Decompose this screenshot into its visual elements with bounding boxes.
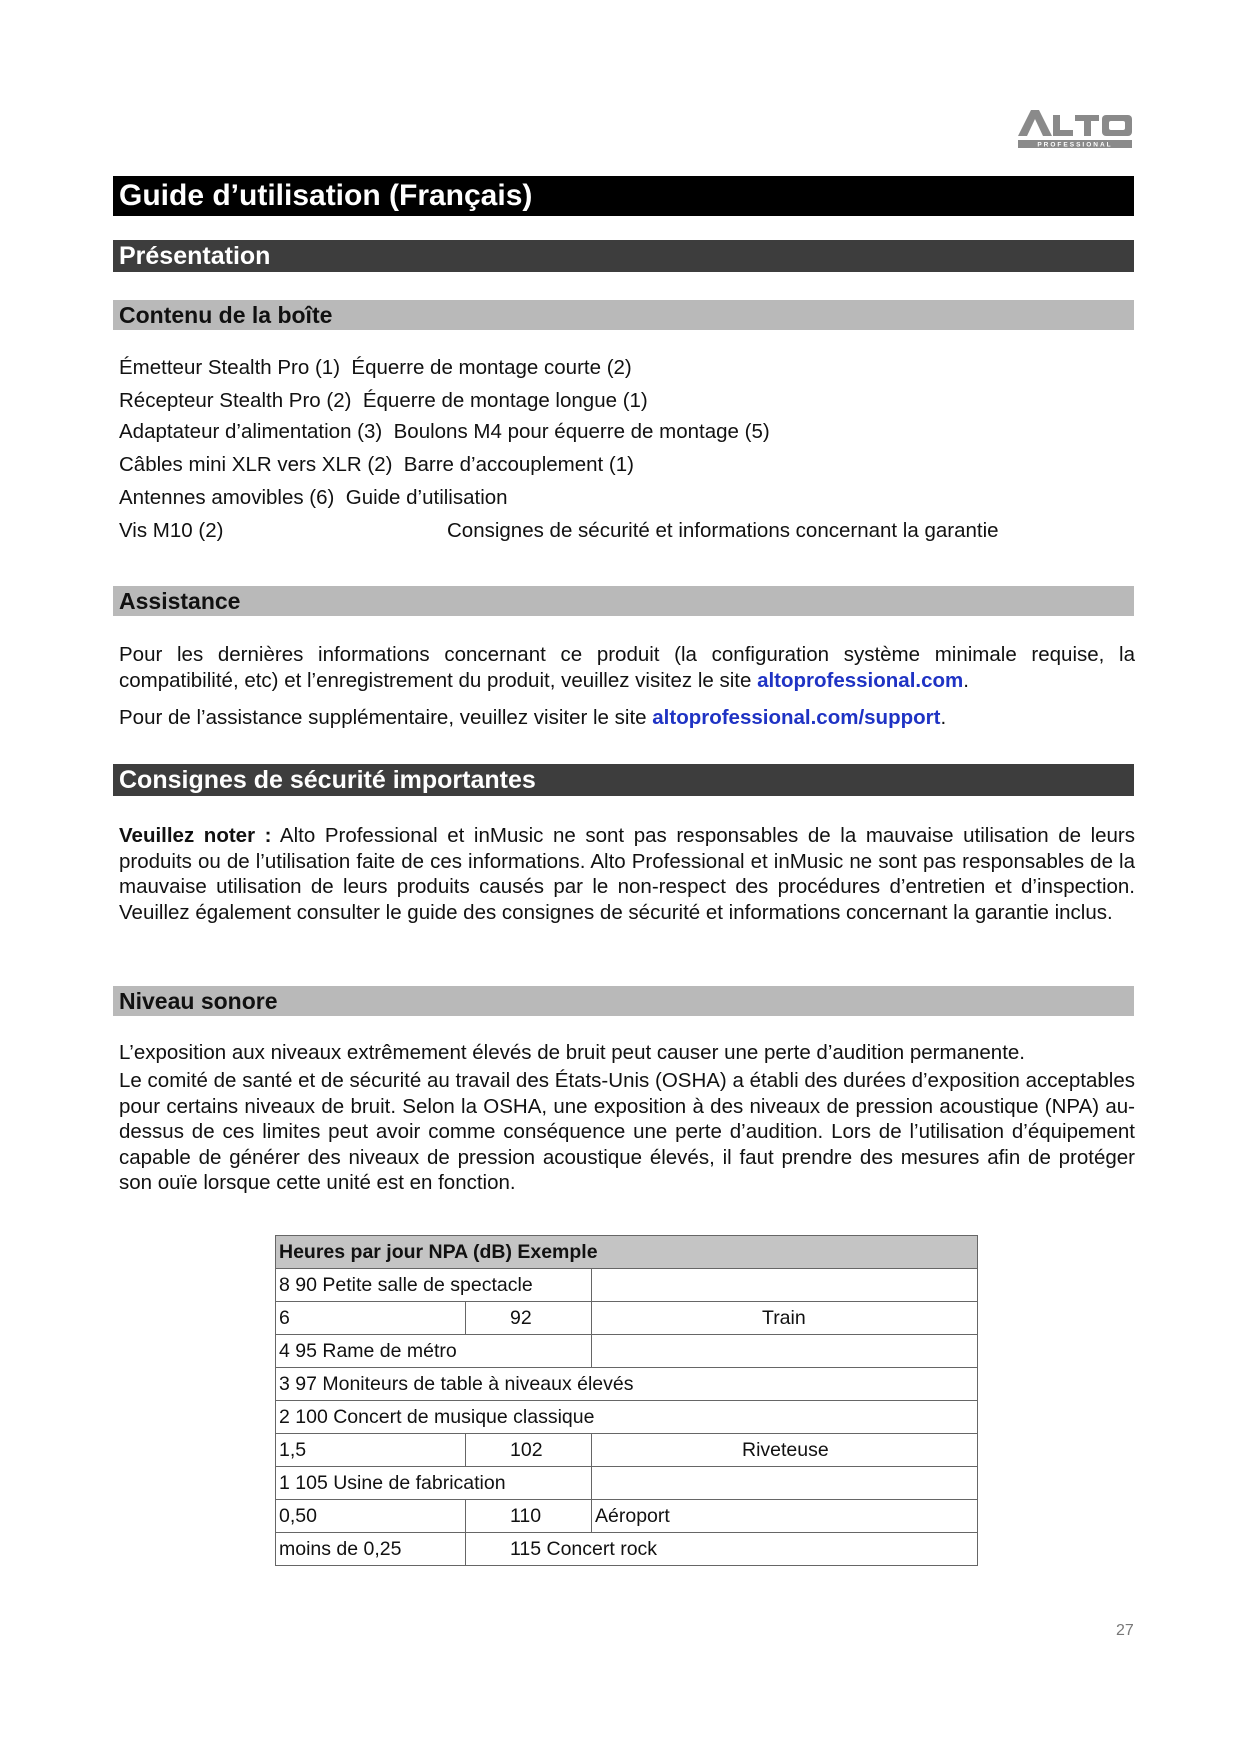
- table-row: 6 92 Train: [276, 1302, 978, 1335]
- noise-table: [275, 1235, 978, 1566]
- alto-website-link[interactable]: altoprofessional.com: [757, 669, 964, 692]
- table-row: 3 97 Moniteurs de table à niveaux élevés: [276, 1368, 978, 1401]
- box-item: Câbles mini XLR vers XLR (2) Barre d’accouplement (1): [119, 453, 634, 476]
- box-item: Émetteur Stealth Pro (1) Équerre de montage courte (2): [119, 356, 632, 379]
- noise-paragraph: Le comité de santé et de sécurité au travail des États-Unis (OSHA) a établi des durées d’exposition acceptables pour certains niveaux de bruit. Selon la OSHA, une exposition à des niveaux de pression acoustique (NPA) au-dessus de ces limites peut avoir comme conséquence une perte d’audition. Lors de l’utilisation d’équipement capable de générer des niveaux de pression acoustique élevés, il faut prendre des mesures afin de protéger son ouïe lorsque cette unité est en fonction.: [119, 1069, 1135, 1194]
- logo-tagline: PROFESSIONAL: [1037, 141, 1113, 149]
- box-item: Vis M10 (2): [119, 519, 224, 542]
- table-row: 1,5 102 Riveteuse: [276, 1434, 978, 1467]
- page-title: Guide d’utilisation (Français): [113, 176, 1134, 216]
- section-assistance: Assistance: [113, 586, 1134, 616]
- support-paragraph: Pour de l’assistance supplémentaire, veuillez visiter le site altoprofessional.com/support.: [119, 706, 947, 729]
- box-item: Adaptateur d’alimentation (3) Boulons M4 pour équerre de montage (5): [119, 420, 770, 443]
- section-niveau: Niveau sonore: [113, 986, 1134, 1016]
- table-row: 1 105 Usine de fabrication: [276, 1467, 978, 1500]
- section-presentation: Présentation: [113, 240, 1134, 272]
- alto-support-link[interactable]: altoprofessional.com/support: [652, 706, 941, 729]
- table-row: moins de 0,25 115 Concert rock: [276, 1533, 978, 1566]
- box-item: Consignes de sécurité et informations concernant la garantie: [447, 519, 999, 542]
- alto-professional-logo: [1016, 108, 1134, 152]
- noise-intro: L’exposition aux niveaux extrêmement élevés de bruit peut causer une perte d’audition permanente.: [119, 1041, 1025, 1064]
- table-header: Heures par jour NPA (dB) Exemple: [276, 1236, 978, 1269]
- box-item: Antennes amovibles (6) Guide d’utilisation: [119, 486, 508, 509]
- section-contenu: Contenu de la boîte: [113, 300, 1134, 330]
- table-row: 8 90 Petite salle de spectacle: [276, 1269, 978, 1302]
- section-consignes: Consignes de sécurité importantes: [113, 764, 1134, 796]
- box-item: Récepteur Stealth Pro (2) Équerre de montage longue (1): [119, 389, 648, 412]
- page-number: 27: [1116, 1622, 1134, 1639]
- safety-paragraph: Veuillez noter : Alto Professional et inMusic ne sont pas responsables de la mauvaise utilisation de leurs produits ou de l’utilisation faite de ces informations. Alto Professional et inMusic ne sont pas responsables de la mauvaise utilisation de leurs produits causés par le non-respect des procédures d’entretien et d’inspection. Veuillez également consulter le guide des consignes de sécurité et informations concernant la garantie inclus.: [119, 824, 1136, 924]
- table-row: 4 95 Rame de métro: [276, 1335, 978, 1368]
- table-row: 0,50 110 Aéroport: [276, 1500, 978, 1533]
- table-row: 2 100 Concert de musique classique: [276, 1401, 978, 1434]
- assistance-paragraph: Pour les dernières informations concernant ce produit (la configuration système minimale requise, la compatibilité, etc) et l’enregistrement du produit, veuillez visitez le site altoprofessional.com.: [119, 643, 1135, 692]
